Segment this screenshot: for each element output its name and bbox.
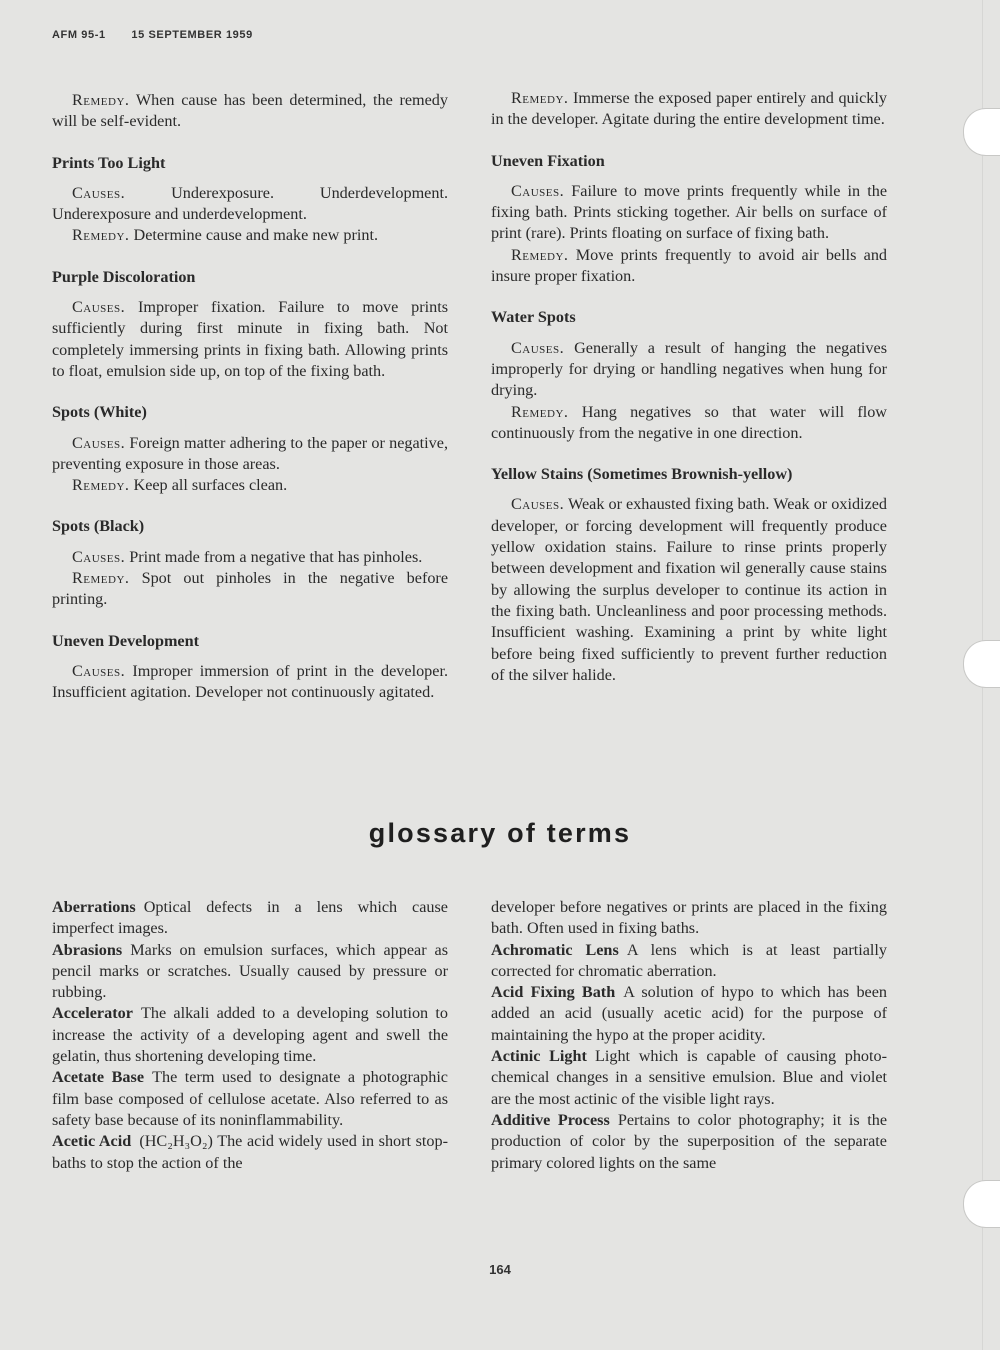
- paragraph-text: Spot out pinholes in the negative before printing.: [52, 569, 449, 609]
- paragraph-label: Causes.: [72, 661, 126, 680]
- glossary-right-column: [491, 897, 887, 1174]
- left-column: [52, 90, 448, 704]
- spacer: [52, 174, 448, 183]
- section-heading: Uneven Development: [52, 631, 200, 650]
- page-header: [52, 29, 275, 41]
- paragraph-label: Remedy.: [72, 91, 130, 109]
- spacer: [491, 287, 887, 307]
- paragraph: [491, 88, 887, 131]
- paragraph: [52, 90, 448, 133]
- glossary-term: Achromatic Lens: [491, 940, 619, 959]
- doc-id: AFM 95-1: [52, 29, 106, 41]
- glossary-title: glossary of terms: [368, 818, 632, 848]
- spacer: [52, 133, 448, 153]
- glossary-definition: Optical defects in a lens which cause imperfect images.: [52, 898, 448, 938]
- binder-hole-bottom: [963, 1180, 1000, 1228]
- glossary-definition: The term used to designate a photographic film base composed of cellulose acetate. Also referred to as safety base because of its noninflammability.: [52, 1068, 448, 1129]
- paragraph: [491, 245, 887, 288]
- glossary-definition: developer before negatives or prints are placed in the fixing bath. Often used in fixing baths.: [491, 898, 887, 938]
- spacer: [491, 172, 887, 181]
- paragraph-label: Causes.: [511, 338, 565, 357]
- glossary-entry: [52, 1131, 448, 1174]
- spacer: [52, 611, 448, 631]
- glossary-term: Actinic Light: [491, 1047, 587, 1066]
- paragraph: [52, 225, 448, 246]
- paragraph-label: Causes.: [72, 298, 126, 317]
- glossary-entry: [52, 940, 448, 1004]
- paragraph-label: Causes.: [72, 433, 126, 452]
- glossary-definition: Light which is capable of causing photo-chemical changes in a sensitive emulsion. Blue and violet are the most actinic of the visible light rays.: [491, 1047, 887, 1108]
- paragraph-text: Foreign matter adhering to the paper or negative, preventing exposure in those areas.: [52, 433, 449, 473]
- paragraph-label: Causes.: [511, 181, 565, 200]
- paragraph: [491, 402, 887, 445]
- section-heading: Prints Too Light: [52, 153, 166, 172]
- paragraph-label: Remedy.: [72, 569, 130, 588]
- paragraph-label: Remedy.: [72, 226, 130, 245]
- paragraph-label: Remedy.: [511, 89, 569, 107]
- paragraph-text: Failure to move prints frequently while in the fixing bath. Prints sticking together. Air bells on surface of print (rare). Prints floating on surface of fixing bath.: [491, 181, 887, 243]
- paragraph-label: Causes.: [72, 547, 126, 566]
- spacer: [52, 496, 448, 516]
- glossary-definition: (HC₂H₃O₂) The acid widely used in short stop-baths to stop the action of the: [52, 1132, 448, 1172]
- paragraph-text: Immerse the exposed paper entirely and quickly in the developer. Agitate during the entire development time.: [491, 89, 887, 129]
- spacer: [52, 288, 448, 297]
- glossary-left-column: [52, 897, 448, 1174]
- paragraph-label: Remedy.: [72, 476, 130, 495]
- page-number: 164: [489, 1262, 511, 1277]
- paragraph: [52, 433, 448, 476]
- paragraph-text: Print made from a negative that has pinholes.: [129, 547, 423, 566]
- paragraph-text: Keep all surfaces clean.: [133, 476, 288, 495]
- paragraph: [52, 475, 448, 496]
- doc-date: 15 SEPTEMBER 1959: [131, 29, 253, 41]
- glossary-term: Additive Process: [491, 1110, 610, 1129]
- spacer: [491, 329, 887, 338]
- paragraph-text: Hang negatives so that water will flow continuously from the negative in one direction.: [491, 402, 888, 442]
- glossary-entry: [52, 1003, 448, 1067]
- paragraph-label: Remedy.: [511, 402, 569, 421]
- spacer: [52, 382, 448, 402]
- glossary-definition: A lens which is at least partially corrected for chromatic aberration.: [491, 940, 887, 980]
- glossary-entry: [52, 1067, 448, 1131]
- paragraph: [491, 338, 887, 402]
- paragraph-text: Generally a result of hanging the negatives improperly for drying or handling negatives when hung for drying.: [491, 338, 887, 400]
- glossary-term: Acetate Base: [52, 1068, 145, 1087]
- spacer: [52, 247, 448, 267]
- section-heading: Uneven Fixation: [491, 151, 605, 170]
- binder-hole-top: [963, 108, 1000, 156]
- glossary-term: Acid Fixing Bath: [491, 983, 616, 1002]
- paragraph: [491, 494, 887, 686]
- glossary-entry: [491, 1046, 887, 1110]
- spacer: [491, 444, 887, 464]
- spacer: [52, 652, 448, 661]
- paragraph: [52, 661, 448, 704]
- section-heading: Purple Discoloration: [52, 267, 196, 286]
- glossary-entry: [491, 982, 887, 1046]
- paragraph-label: Causes.: [511, 495, 565, 514]
- glossary-definition: Marks on emulsion surfaces, which appear as pencil marks or scratches. Usually caused by pressure or rubbing.: [52, 940, 448, 1002]
- glossary-term: Accelerator: [52, 1004, 133, 1023]
- paragraph: [52, 568, 448, 611]
- spacer: [52, 538, 448, 547]
- section-heading: Spots (White): [52, 403, 147, 422]
- glossary-term: Aberrations: [52, 898, 136, 916]
- paragraph: [491, 181, 887, 245]
- glossary-entry: [491, 1110, 887, 1174]
- glossary-entry: [52, 897, 448, 940]
- paragraph-text: Underexposure. Underdevelopment. Underexposure and underdevelopment.: [52, 183, 449, 224]
- glossary-definition: The alkali added to a developing solution to increase the activity of a developing agent and swell the gelatin, thus shortening developing time.: [52, 1004, 448, 1066]
- spacer: [491, 131, 887, 151]
- right-column: [491, 88, 887, 686]
- glossary-term: Abrasions: [52, 940, 123, 959]
- spacer: [52, 424, 448, 433]
- paragraph-text: Improper immersion of print in the developer. Insufficient agitation. Developer not continuously agitated.: [52, 661, 448, 702]
- paragraph-text: Improper fixation. Failure to move prints sufficiently during first minute in fixing bath. Not completely immersing prints in fixing bath. Allowing prints to float, emulsion side up, on top of the fixing bath.: [52, 298, 449, 380]
- paragraph-text: Weak or exhausted fixing bath. Weak or oxidized developer, or forcing development will frequently produce yellow oxidation stains. Failure to rinse prints properly between development and fixation wil generally cause stains by allowing the surplus developer to continue its action in the fixing bath. Uncleanliness and poor processing methods. Insufficient washing. Examining a print by white light before being fixed sufficiently to prevent further reduction of the silver halide.: [491, 495, 887, 684]
- glossary-entry: [491, 897, 887, 940]
- section-heading: Spots (Black): [52, 517, 145, 536]
- section-heading: Water Spots: [491, 308, 576, 327]
- binder-hole-middle: [963, 640, 1000, 688]
- paragraph-label: Remedy.: [511, 245, 569, 264]
- section-heading: Yellow Stains (Sometimes Brownish-yellow): [491, 465, 793, 484]
- paragraph-text: Determine cause and make new print.: [133, 226, 379, 245]
- glossary-entry: [491, 940, 887, 983]
- paragraph-label: Causes.: [72, 183, 126, 202]
- paragraph: [52, 183, 448, 226]
- paragraph: [52, 297, 448, 382]
- paragraph: [52, 547, 448, 568]
- glossary-definition: Pertains to color photography; it is the production of color by the superposition of the separate primary colored lights on the same: [491, 1110, 888, 1172]
- glossary-term: Acetic Acid: [52, 1132, 132, 1151]
- spacer: [491, 485, 887, 494]
- paragraph-text: When cause has been determined, the remedy will be self-evident.: [52, 91, 448, 131]
- glossary-definition: A solution of hypo to which has been added an acid (usually acetic acid) for the purpose of maintaining the hypo at the proper acidity.: [491, 983, 888, 1044]
- paragraph-text: Move prints frequently to avoid air bells and insure proper fixation.: [491, 245, 888, 286]
